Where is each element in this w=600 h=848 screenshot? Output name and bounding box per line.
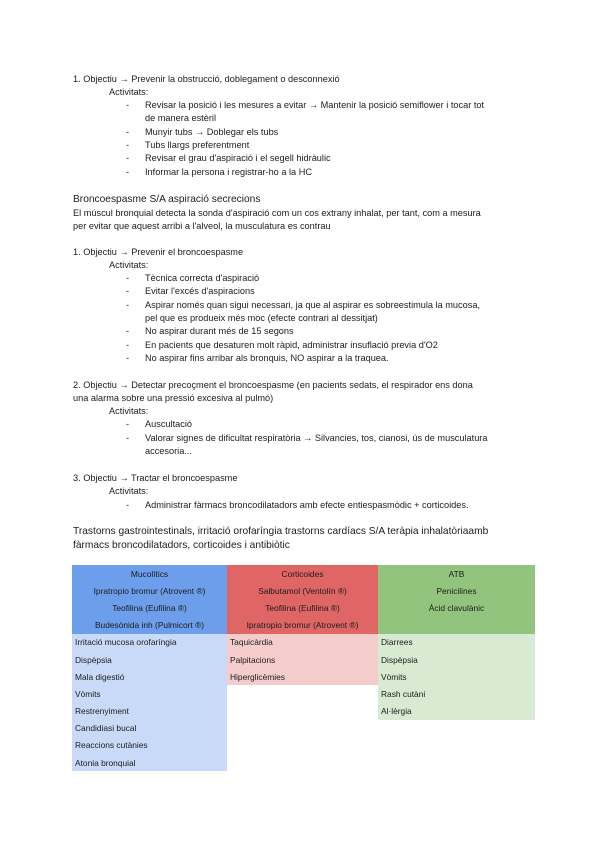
- table-cell-empty: [227, 754, 378, 771]
- table-cell-empty: [227, 703, 378, 720]
- table-cell: Dispèpsia: [378, 651, 535, 668]
- bullet: -: [126, 433, 130, 443]
- bullet: -: [126, 127, 130, 137]
- header-cell: Budesònida inh (Pulmicort ®): [72, 617, 227, 634]
- table-cell: Reaccions cutànies: [72, 737, 227, 754]
- activities-label: Activitats:: [109, 406, 149, 416]
- table-header-row: [72, 599, 535, 616]
- table-cell: Palpitacions: [227, 651, 378, 668]
- medication-effects-table: [72, 565, 535, 771]
- bullet: -: [126, 326, 130, 336]
- table-cell: Rash cutàni: [378, 685, 535, 702]
- activities-label: Activitats:: [109, 260, 149, 270]
- table-header-row: [72, 582, 535, 599]
- activity-item: No aspirar fins arribar als bronquis, NO aspirar a la traquea.: [145, 353, 389, 363]
- table-row: [72, 634, 535, 651]
- intro-paragraph-line: per evitar que aquest arribi a l'alveol, la musculatura es contrau: [73, 221, 331, 231]
- table-cell: Taquicàrdia: [227, 634, 378, 651]
- activity-item: Tècnica correcta d'aspiració: [145, 273, 260, 283]
- header-cell: Àcid clavulànic: [378, 599, 535, 616]
- activity-item: Revisar el grau d'aspiració i el segell hidràulic: [145, 153, 331, 163]
- objective-treat-broncoespasme: 3. Objectiu → Tractar el broncoespasme: [73, 473, 238, 483]
- header-cell-atb: ATB: [378, 565, 535, 582]
- table-cell: Diarrees: [378, 634, 535, 651]
- activity-item-continuation: pel que es produeix més moc (efecte contrari al dessitjat): [145, 313, 378, 323]
- activity-item: Aspirar només quan sigui necessari, ja que al aspirar es sobreestimula la mucosa,: [145, 300, 480, 310]
- bullet: -: [126, 153, 130, 163]
- bullet: -: [126, 140, 130, 150]
- activity-item-continuation: accesoria...: [145, 446, 192, 456]
- table-row: [72, 754, 535, 771]
- header-cell: Teofilina (Eufilina ®): [227, 599, 378, 616]
- activity-item: Evitar l'excés d'aspiracions: [145, 286, 255, 296]
- table-cell: Atonia bronquial: [72, 754, 227, 771]
- table-row: [72, 720, 535, 737]
- activity-item-continuation: de manera estèril: [145, 113, 216, 123]
- table-cell-empty: [378, 754, 535, 771]
- bullet: -: [126, 340, 130, 350]
- header-cell: Salbutamol (Ventolín ®): [227, 582, 378, 599]
- table-cell: Hiperglicèmies: [227, 668, 378, 685]
- bullet: -: [126, 300, 130, 310]
- activities-label: Activitats:: [109, 486, 149, 496]
- table-header-row: [72, 565, 535, 582]
- header-cell: Penicilines: [378, 582, 535, 599]
- section-heading-broncoespasme: Broncoespasme S/A aspiració secrecions: [73, 194, 261, 205]
- activity-item: Auscultació: [145, 419, 192, 429]
- header-cell-corticoides: Corticoides: [227, 565, 378, 582]
- bullet: -: [126, 286, 130, 296]
- objective-obstruction: 1. Objectiu → Prevenir la obstrucció, doblegament o desconnexió: [73, 74, 340, 84]
- table-cell: Vòmits: [72, 685, 227, 702]
- table-cell: Vòmits: [378, 668, 535, 685]
- table-cell-empty: [227, 685, 378, 702]
- objective-detect-broncoespasme: 2. Objectiu → Detectar precoçment el broncoespasme (en pacients sedats, el respirador ens dona: [73, 380, 473, 390]
- section-heading-trastorns: Trastorns gastrointestinals, irritació orofaríngia trastorns cardíacs S/A teràpia inhalatòriaamb: [73, 526, 489, 537]
- table-row: [72, 685, 535, 702]
- table-row: [72, 737, 535, 754]
- activity-item: En pacients que desaturen molt ràpid, administrar insuflació previa d'O2: [145, 340, 438, 350]
- table-row: [72, 668, 535, 685]
- table-row: [72, 651, 535, 668]
- bullet: -: [126, 100, 130, 110]
- objective-prevent-broncoespasme: 1. Objectiu → Prevenir el broncoespasme: [73, 247, 244, 257]
- bullet: -: [126, 419, 130, 429]
- bullet: -: [126, 273, 130, 283]
- table-row: [72, 703, 535, 720]
- bullet: -: [126, 353, 130, 363]
- table-cell: Dispèpsia: [72, 651, 227, 668]
- activity-item: Administrar fàrmacs broncodilatadors amb efecte entiespasmòdic + corticoides.: [145, 500, 469, 510]
- activities-label: Activitats:: [109, 87, 149, 97]
- table-cell: Al·lèrgia: [378, 703, 535, 720]
- header-cell: [378, 617, 535, 634]
- activity-item: No aspirar durant més de 15 segons: [145, 326, 294, 336]
- table-cell: Irritació mucosa orofaríngia: [72, 634, 227, 651]
- activity-item: Munyir tubs → Doblegar els tubs: [145, 127, 279, 137]
- bullet: -: [126, 167, 130, 177]
- section-heading-trastorns-continuation: fàrmacs broncodilatadors, corticoides i antibiòtic: [73, 540, 290, 551]
- table-cell-empty: [378, 737, 535, 754]
- table-cell: Candidiasi bucal: [72, 720, 227, 737]
- table-cell: Mala digestió: [72, 668, 227, 685]
- table-cell: Restrenyiment: [72, 703, 227, 720]
- intro-paragraph-line: El múscul bronquial detecta la sonda d'aspiració com un cos extrany inhalat, per tant, com a mesura: [73, 208, 481, 218]
- header-cell: Teofilina (Eufilina ®): [72, 599, 227, 616]
- table-header-row: [72, 617, 535, 634]
- activity-item: Tubs llargs preferentment: [145, 140, 250, 150]
- activity-item: Informar la persona i registrar-ho a la HC: [145, 167, 312, 177]
- table-cell-empty: [378, 720, 535, 737]
- table-cell-empty: [227, 737, 378, 754]
- activity-item: Revisar la posició i les mesures a evitar → Mantenir la posició semiflower i tocar tot: [145, 100, 485, 110]
- table-cell-empty: [227, 720, 378, 737]
- bullet: -: [126, 500, 130, 510]
- header-cell: Ipratropio bromur (Atrovent ®): [72, 582, 227, 599]
- header-cell: Ipratropio bromur (Atrovent ®): [227, 617, 378, 634]
- header-cell-mucolitics: Mucolítics: [72, 565, 227, 582]
- activity-item: Valorar signes de dificultat respiratòria → Silvancies, tos, cianosi, ús de musculatura: [145, 433, 488, 443]
- objective-detect-continuation: una alarma sobre una pressió excesiva al pulmó): [73, 393, 274, 403]
